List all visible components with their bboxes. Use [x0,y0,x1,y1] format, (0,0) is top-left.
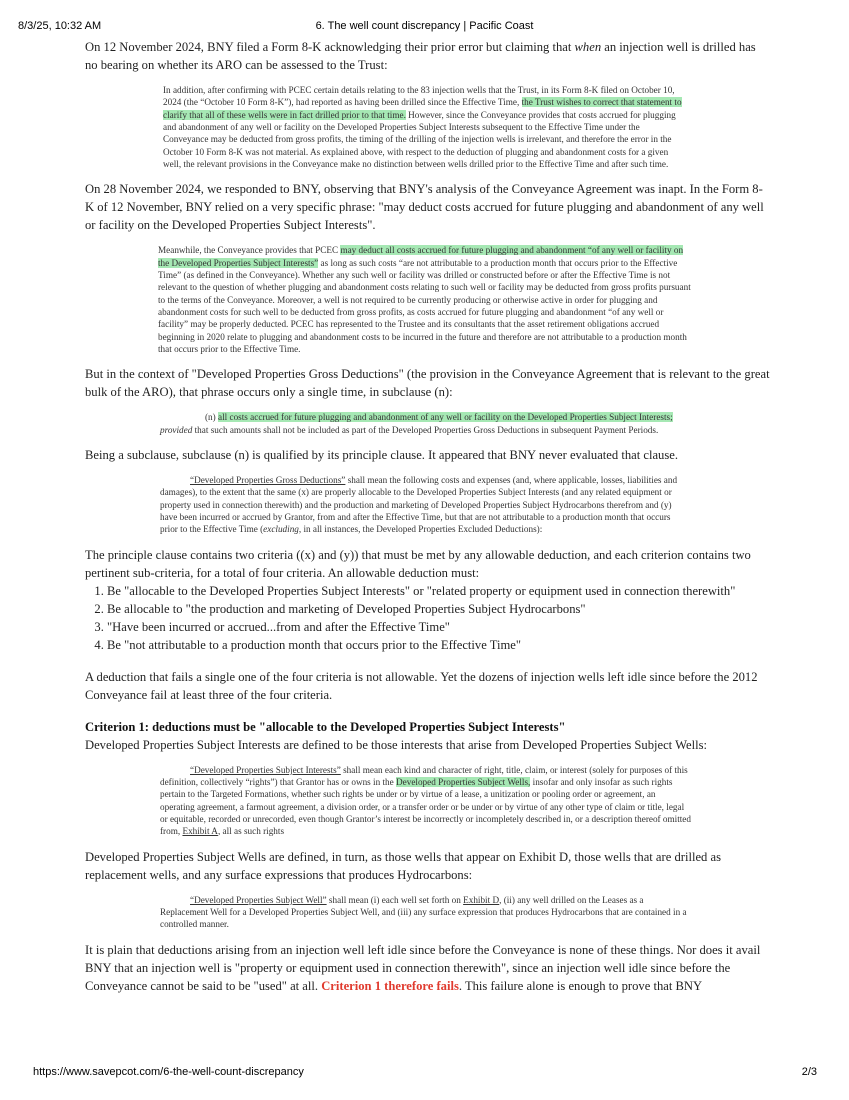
exhibit-a-link: Exhibit A [182,826,218,837]
paragraph-criteria-intro: The principle clause contains two criteria ((x) and (y)) that must be met by any allowable deduction, and each criterion contains two pertinent sub-criteria, for a total of four criteria. An allowable deduction must: [85,547,751,580]
paragraph-form-8k: On 12 November 2024, BNY filed a Form 8-K acknowledging their prior error but claiming that when an injection well is drilled has no bearing on whether its ARO can be assessed to the Trust: [85,40,756,72]
print-header [18,20,831,34]
paragraph-subject-interests: Developed Properties Subject Interests are defined to be those interests that arise from Developed Properties Subject Wells: [85,737,707,752]
quote-conveyance-provides: Meanwhile, the Conveyance provides that PCEC may deduct all costs accrued for future plugging and abandonment “of any well or facility on the Developed Properties Subject Interests” as long as such costs “are not attributable to a production month that occurs prior to the Effective Time” (as defined in the Conveyance). Whether any such well or facility was drilled or constructed before or after the Effective Time is not relevant to the question of whether plugging and abandonment costs relating to such well or facility may be deducted from gross profits pursuant to the terms of the Conveyance. Moreover, a well is not required to be currently producing or otherwise active in order for plugging and abandonment costs for such well to be deducted from gross profits, as costs accrued for future plugging and abandonment “of any well or facility” may be properly deducted. PCEC has represented to the Trustee and its consultants that the asset retirement obligations accrued beginning in 2020 relate to plugging and abandonment costs to be incurred in the future and therefore are not attributable to a production month that occurs prior to the Effective Time. [158,245,691,354]
page-title: 6. The well count discrepancy | Pacific Coast [315,20,534,32]
list-item: 2. Be allocable to "the production and marketing of Developed Properties Subject Hydrocarbons" [107,600,770,618]
quote-subject-well-definition: “Developed Properties Subject Well” shall mean (i) each well set forth on Exhibit D, (ii) any well drilled on the Leases as a Replacement Well for a Developed Properties Subject Well, and (iii) any surface expression that produces Hydrocarbons that are contained in a controlled manner. [160,894,687,930]
criterion-1-heading: Criterion 1: deductions must be "allocable to the Developed Properties Subject Interests" [85,719,566,734]
highlight: may deduct all costs accrued for future plugging and abandonment “of any well or facility on the Developed Properties Subject Interests” [158,245,684,268]
quote-subject-interests-definition: “Developed Properties Subject Interests” shall mean each kind and character of right, title, claim, or interest (solely for purposes of this definition, collectively “rights”) that Grantor has or owns in the Developed Properties Subject Wells, insofar and only insofar as such rights pertain to the Targeted Formations, whether such rights be under or by virtue of a lease, a unitization or pooling order or agreement, an operating agreement, a farmout agreement, a division order, or a transfer order or be under or by virtue of any other type of claim or title, legal or equitable, recorded or unrecorded, even though Grantor’s interest be incorrectly or incompletely described in, or a description thereof omitted from, Exhibit A, all as such rights [160,764,691,837]
paragraph-conclusion: It is plain that deductions arising from an injection well left idle since before the Conveyance is none of these things. Nor does it avail BNY that an injection well is "property or equipment used in connection therewith", since an injection well idle since before the Conveyance cannot be said to be "used" at all. Criterion 1 therefore fails. This failure alone is enough to prove that BNY [85,942,761,993]
quote-gross-deductions-definition: “Developed Properties Gross Deductions” shall mean the following costs and expenses (and, where applicable, losses, liabilities and damages), to the extent that the same (x) are properly allocable to the Developed Properties Subject Interests (and any related equipment or property used in connection therewith) and the production and marketing of Developed Properties Subject Hydrocarbons therefrom and (y) have been incurred or accrued by Grantor, from and after the Effective Time, but that are not attributable to a production month that occurs prior to the Effective Time (excluding, in all instances, the Developed Properties Excluded Deductions): [160,474,678,535]
print-datetime: 8/3/25, 10:32 AM [18,20,102,32]
quote-form-8k-excerpt: In addition, after confirming with PCEC certain details relating to the 83 injection wells that the Trust, in its Form 8-K filed on October 10, 2024 (the “October 10 Form 8-K”), had reported as having been drilled since the Effective Time, the Trust wishes to correct that statement to clarify that all of these wells were in fact drilled prior to that time. However, since the Conveyance provides that costs accrued for plugging and abandonment of any well or facility on the Developed Properties Subject Interests subsequent to the Effective Time under the Conveyance may be deducted from gross profits, the timing of the drilling of the injection wells is irrelevant, and therefore the error in the October 10 Form 8-K was not material. As explained above, with respect to the deduction of plugging and abandonment costs for a given well, the relevant provisions in the Conveyance make no distinction between wells drilled prior to the Effective Time and after such time. [163,85,682,169]
paragraph-response: On 28 November 2024, we responded to BNY, observing that BNY's analysis of the Conveyance Agreement was inapt. In the Form 8-K of 12 November, BNY relied on a very specific phrase: "may deduct costs accrued for future plugging and abandonment of any well or facility on the Developed Properties Subject Interests". [85,182,764,233]
list-item: 3. "Have been incurred or accrued...from and after the Effective Time" [107,618,770,636]
page-url: https://www.savepcot.com/6-the-well-count-discrepancy [33,1066,304,1078]
paragraph-subject-wells: Developed Properties Subject Wells are defined, in turn, as those wells that appear on Exhibit D, those wells that are drilled as replacement wells, and any surface expressions that produces Hydrocarbons: [85,849,721,882]
highlight: all costs accrued for future plugging and abandonment of any well or facility on the Developed Properties Subject Interests; [218,412,673,423]
quote-subclause-n: (n) all costs accrued for future plugging and abandonment of any well or facility on the Developed Properties Subject Interests; provided that such amounts shall not be included as part of the Developed Properties Gross Deductions in subsequent Payment Periods. [160,412,673,435]
paragraph-gross-deductions: But in the context of "Developed Properties Gross Deductions" (the provision in the Conveyance Agreement that is relevant to the great bulk of the ARO), that phrase occurs only a single time, in subclause (n): [85,367,770,400]
criterion-fails-emphasis: Criterion 1 therefore fails [321,978,459,993]
highlight: the Trust wishes to correct that statement to clarify that all of these wells were in fact drilled prior to that time. [163,97,682,120]
print-footer [33,1066,817,1078]
article-body [85,38,770,1005]
list-item: 1. Be "allocable to the Developed Properties Subject Interests" or "related property or equipment used in connection therewith" [107,582,770,600]
paragraph-fail-criteria: A deduction that fails a single one of the four criteria is not allowable. Yet the dozens of injection wells left idle since before the 2012 Conveyance fail at least three of the four criteria. [85,669,758,702]
list-item: 4. Be "not attributable to a production month that occurs prior to the Effective Time" [107,636,770,654]
criteria-list [85,582,770,654]
page-number: 2/3 [801,1066,817,1078]
exhibit-d-link: Exhibit D [463,894,500,905]
paragraph-principle-clause: Being a subclause, subclause (n) is qualified by its principle clause. It appeared that BNY never evaluated that clause. [85,447,678,462]
highlight: Developed Properties Subject Wells, [396,776,531,787]
